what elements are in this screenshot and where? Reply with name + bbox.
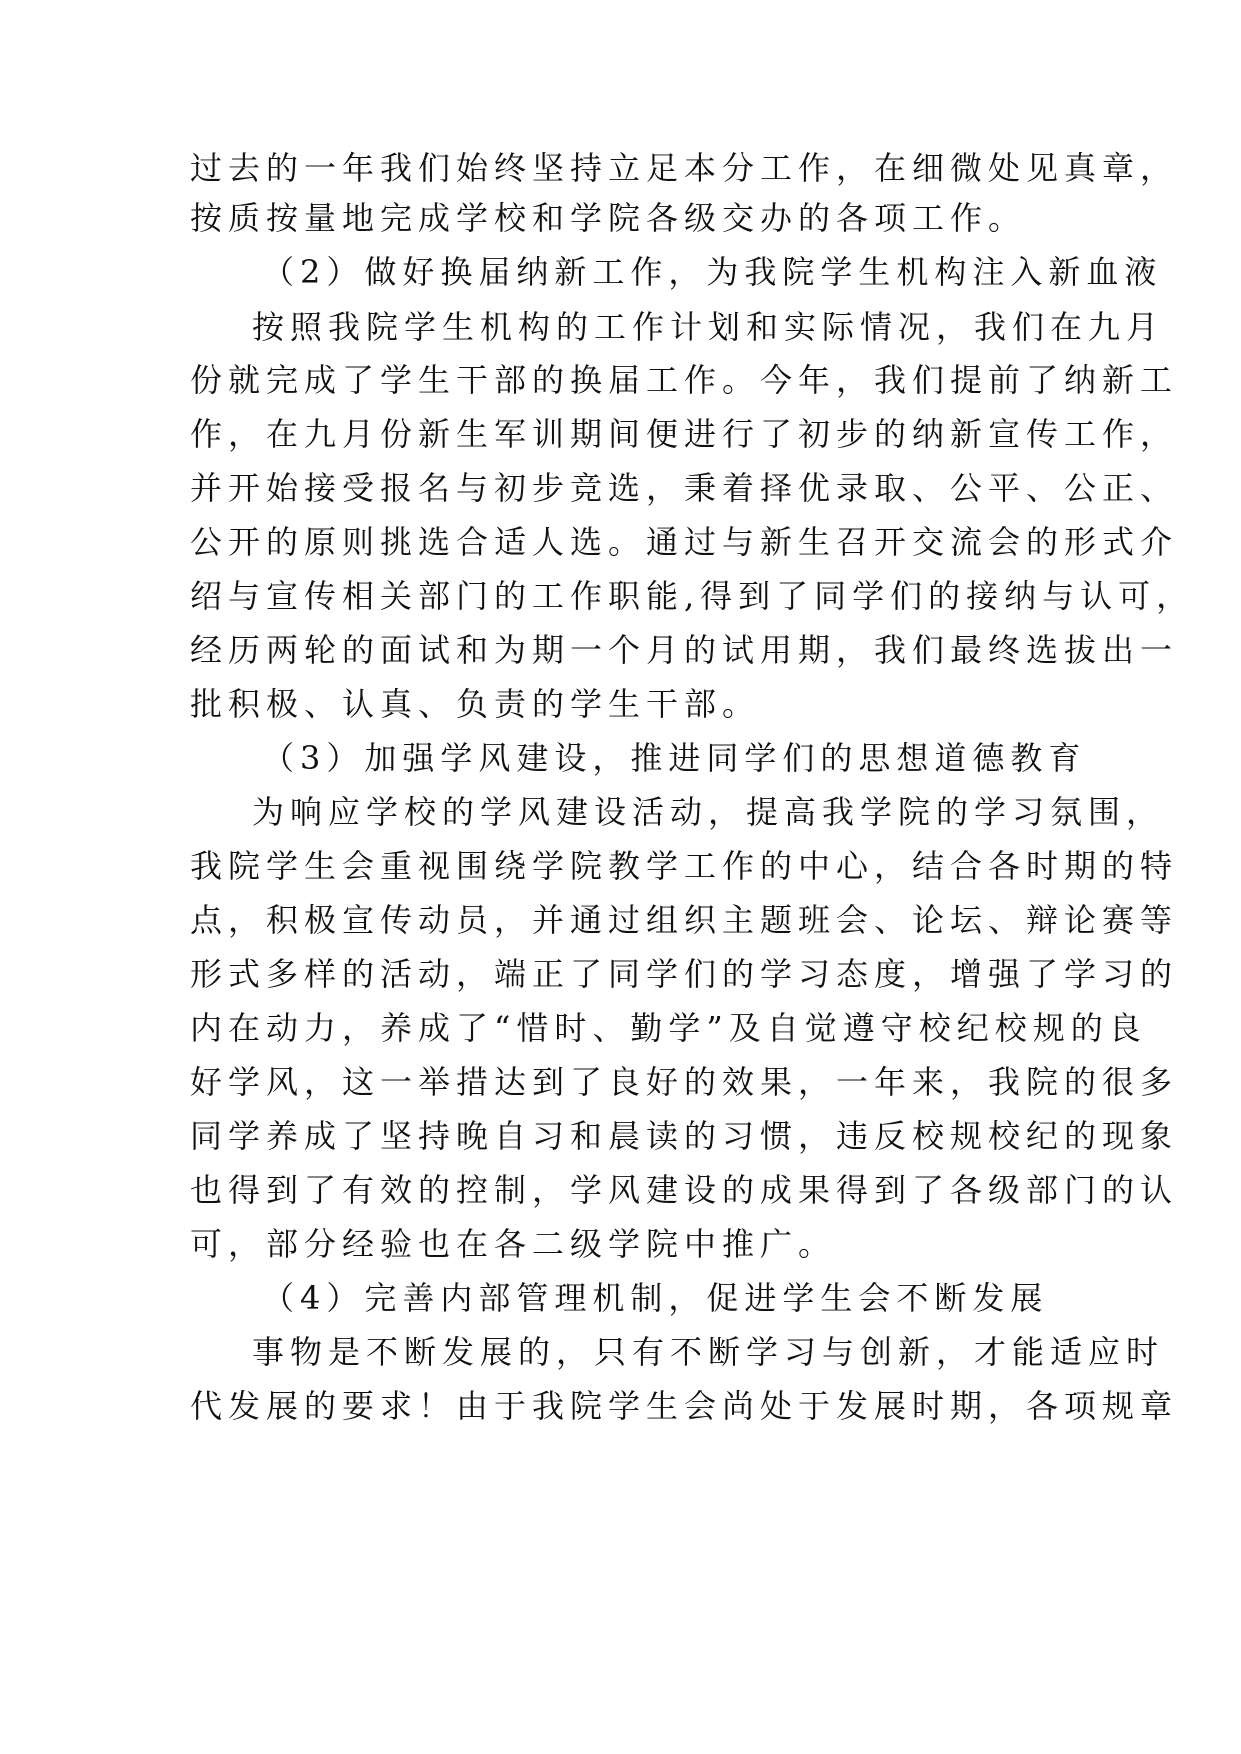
body-line: 份就完成了学生干部的换届工作。今年，我们提前了纳新工 — [190, 361, 1179, 399]
body-line: 可，部分经验也在各二级学院中推广。 — [190, 1225, 837, 1263]
section-heading-2: （2）做好换届纳新工作，为我院学生机构注入新血液 — [262, 253, 1163, 291]
body-line: 按质按量地完成学校和学院各级交办的各项工作。 — [190, 199, 1027, 237]
section-heading-3: （3）加强学风建设，推进同学们的思想道德教育 — [262, 739, 1087, 777]
body-line: 经历两轮的面试和为期一个月的试用期，我们最终选拔出一 — [190, 631, 1179, 669]
body-line: 批积极、认真、负责的学生干部。 — [190, 685, 761, 723]
section-heading-4: （4）完善内部管理机制，促进学生会不断发展 — [262, 1279, 1049, 1317]
body-line: 好学风，这一举措达到了良好的效果，一年来，我院的很多 — [190, 1063, 1179, 1101]
body-line: 过去的一年我们始终坚持立足本分工作，在细微处见真章， — [190, 149, 1179, 187]
body-line: 代发展的要求！由于我院学生会尚处于发展时期，各项规章 — [190, 1387, 1179, 1425]
body-line: 形式多样的活动，端正了同学们的学习态度，增强了学习的 — [190, 955, 1179, 993]
body-line: 我院学生会重视围绕学院教学工作的中心，结合各时期的特 — [190, 847, 1179, 885]
body-line: 并开始接受报名与初步竞选，秉着择优录取、公平、公正、 — [190, 469, 1179, 507]
body-line: 为响应学校的学风建设活动，提高我学院的学习氛围， — [252, 793, 1165, 831]
body-line: 公开的原则挑选合适人选。通过与新生召开交流会的形式介 — [190, 523, 1179, 561]
body-line: 点，积极宣传动员，并通过组织主题班会、论坛、辩论赛等 — [190, 901, 1179, 939]
body-line: 绍与宣传相关部门的工作职能,得到了同学们的接纳与认可， — [190, 577, 1195, 615]
body-line: 按照我院学生机构的工作计划和实际情况，我们在九月 — [252, 308, 1165, 346]
body-line: 也得到了有效的控制，学风建设的成果得到了各级部门的认 — [190, 1171, 1179, 1209]
body-line: 内在动力，养成了“惜时、勤学”及自觉遵守校纪校规的良 — [190, 1009, 1147, 1047]
body-line: 作，在九月份新生军训期间便进行了初步的纳新宣传工作， — [190, 415, 1179, 453]
body-line: 同学养成了坚持晚自习和晨读的习惯，违反校规校纪的现象 — [190, 1117, 1179, 1155]
body-line: 事物是不断发展的，只有不断学习与创新，才能适应时 — [252, 1333, 1165, 1371]
